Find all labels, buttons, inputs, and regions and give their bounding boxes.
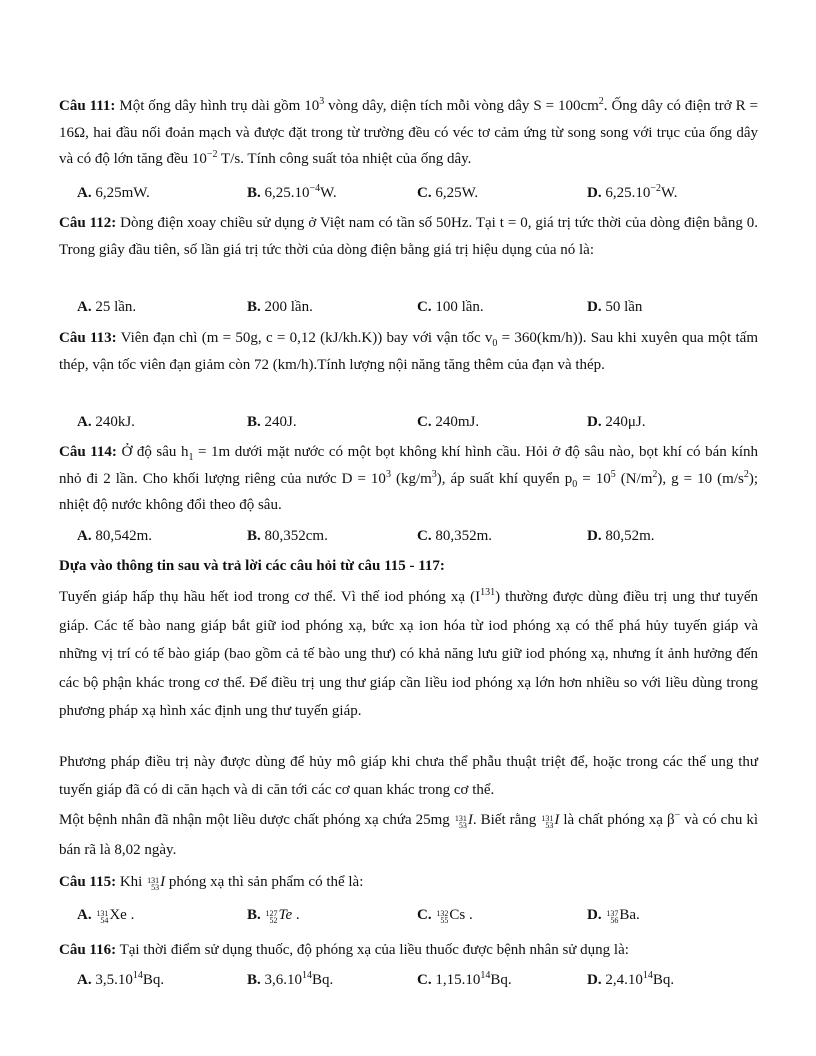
paragraph-text: ) thường được dùng điều trị ung thư tuyến giáp. Các tế bào nang giáp bắt giữ iod phóng xạ, bức xạ ion hóa từ iod phóng xạ có thể phá hủy tuyến giáp và những vị trí có tế bào giáp (bao gồm cả tế bào ung thư) có khả năng lưu giữ iod phóng xạ, nhưng ít ảnh hưởng đến các bộ phận khác trong cơ thể. Để điều trị ung thư giáp cần liều iod phóng xạ lớn hơn nhiều so với liều dùng trong phương pháp xạ hình xác định ung thư tuyến giáp. bbox=[59, 589, 758, 720]
element-symbol: Ba bbox=[619, 907, 637, 923]
subscript: 0 bbox=[492, 338, 498, 349]
option-text: 2,4.10 bbox=[601, 972, 643, 988]
option-a bbox=[77, 294, 136, 320]
question-113 bbox=[59, 325, 758, 378]
option-key: D. bbox=[587, 414, 602, 430]
mass-number: 131 bbox=[147, 876, 160, 885]
subscript: 1 bbox=[188, 452, 194, 463]
option-key: B. bbox=[247, 907, 261, 923]
option-c bbox=[417, 967, 512, 993]
nuclide-notation bbox=[266, 910, 278, 924]
paragraph-text: và có chu kì bán rã là 8,02 ngày. bbox=[59, 812, 759, 858]
superscript: 2 bbox=[598, 96, 604, 107]
question-112-label: Câu 112: bbox=[59, 215, 117, 231]
question-text: phóng xạ thì sản phẩm có thể là: bbox=[165, 874, 364, 890]
atomic-number: 55 bbox=[440, 916, 449, 925]
superscript: 131 bbox=[480, 587, 496, 598]
option-a bbox=[77, 902, 134, 928]
option-text: 200 lần. bbox=[260, 299, 313, 315]
option-text: 240kJ. bbox=[91, 414, 135, 430]
option-key: D. bbox=[587, 972, 602, 988]
superscript: − bbox=[674, 810, 681, 821]
superscript: 3 bbox=[385, 468, 391, 480]
option-key: D. bbox=[587, 528, 602, 544]
option-text: 6,25.10 bbox=[260, 185, 310, 201]
option-text: . bbox=[636, 907, 640, 923]
nuclide-notation bbox=[96, 910, 108, 924]
option-b bbox=[247, 902, 300, 928]
mass-number: 132 bbox=[436, 909, 449, 918]
option-key: D. bbox=[587, 185, 602, 201]
option-key: B. bbox=[247, 299, 261, 315]
question-112-options bbox=[59, 294, 758, 320]
option-text: 3,6.10 bbox=[260, 972, 303, 988]
question-112 bbox=[59, 210, 758, 263]
option-text: Bq. bbox=[142, 972, 165, 988]
element-symbol: Cs bbox=[449, 907, 466, 923]
option-key: B. bbox=[247, 972, 261, 988]
option-text: 100 lần. bbox=[431, 299, 484, 315]
option-d bbox=[587, 294, 642, 320]
question-115-options bbox=[59, 902, 758, 928]
question-113-label: Câu 113: bbox=[59, 330, 117, 346]
option-d bbox=[587, 180, 678, 206]
option-key: B. bbox=[247, 414, 261, 430]
element-symbol: I bbox=[554, 812, 560, 828]
option-key: A. bbox=[77, 299, 92, 315]
superscript: 2 bbox=[652, 468, 658, 480]
option-text: 1,15.10 bbox=[431, 972, 481, 988]
nuclide-notation bbox=[436, 910, 448, 924]
option-text: . bbox=[295, 907, 300, 923]
info-paragraph-1 bbox=[59, 583, 758, 726]
option-key: B. bbox=[247, 185, 261, 201]
option-text: 25 lần. bbox=[91, 299, 137, 315]
option-c bbox=[417, 294, 484, 320]
option-key: A. bbox=[77, 528, 92, 544]
option-key: C. bbox=[417, 972, 432, 988]
nuclide-notation bbox=[606, 910, 618, 924]
superscript: 2 bbox=[743, 468, 749, 480]
paragraph-text: . Biết rằng bbox=[472, 812, 541, 828]
question-text: T/s. Tính công suất tỏa nhiệt của ống dây. bbox=[217, 151, 472, 167]
question-text: Dòng điện xoay chiều sử dụng ở Việt nam có tần số 50Hz. Tại t = 0, giá trị tức thời của dòng điện bằng 0. Trong giây đầu tiên, số lần giá trị tức thời của dòng điện bằng giá trị hiệu dụng của nó là: bbox=[59, 215, 758, 258]
section-intro: Dựa vào thông tin sau và trả lời các câu hỏi từ câu 115 - 117: bbox=[59, 558, 445, 574]
question-text: Khi bbox=[116, 874, 147, 890]
option-d bbox=[587, 523, 655, 549]
option-text: 80,352m. bbox=[431, 528, 493, 544]
option-text: 240μJ. bbox=[601, 414, 646, 430]
option-text: W. bbox=[660, 185, 678, 201]
option-a bbox=[77, 523, 152, 549]
paragraph-text: Tuyến giáp hấp thụ hầu hết iod trong cơ thể. Vì thế iod phóng xạ (I bbox=[59, 589, 481, 605]
question-text: = 1m dưới mặt nước có một bọt không khí hình cầu. Hỏi ở độ sâu nào, bọt khí có bán kính nhỏ đi 2 lần. Cho khối lượng riêng của nước D = 10 bbox=[59, 444, 758, 487]
question-116-options bbox=[59, 967, 758, 993]
nuclide-notation bbox=[455, 815, 467, 829]
question-text: vòng dây, diện tích mỗi vòng dây S = 100cm bbox=[324, 98, 599, 114]
nuclide-notation bbox=[541, 815, 553, 829]
question-111 bbox=[59, 93, 758, 173]
question-114-options bbox=[59, 523, 758, 549]
option-c bbox=[417, 902, 473, 928]
question-114 bbox=[59, 439, 758, 519]
option-text: Bq. bbox=[312, 972, 334, 988]
question-111-options bbox=[59, 180, 758, 206]
option-b bbox=[247, 294, 313, 320]
superscript: 14 bbox=[480, 970, 491, 981]
question-116-label: Câu 116: bbox=[59, 942, 117, 958]
question-113-options bbox=[59, 409, 758, 435]
question-114-label: Câu 114: bbox=[59, 444, 117, 460]
question-text: Tại thời điểm sử dụng thuốc, độ phóng xạ của liều thuốc được bệnh nhân sử dụng là: bbox=[116, 942, 629, 958]
option-text: 240mJ. bbox=[431, 414, 480, 430]
superscript: 3 bbox=[431, 468, 437, 480]
atomic-number: 53 bbox=[458, 821, 467, 830]
option-b bbox=[247, 180, 337, 206]
mass-number: 137 bbox=[606, 909, 619, 918]
option-text: 80,52m. bbox=[601, 528, 655, 544]
question-text: ), g = 10 (m/s bbox=[657, 470, 744, 487]
option-text: Bq. bbox=[652, 972, 675, 988]
option-c bbox=[417, 523, 492, 549]
option-key: D. bbox=[587, 299, 602, 315]
question-116 bbox=[59, 937, 758, 964]
info-paragraph-3 bbox=[59, 805, 758, 865]
question-text: Một ống dây hình trụ dài gồm 10 bbox=[115, 98, 320, 114]
option-c bbox=[417, 180, 478, 206]
atomic-number: 53 bbox=[151, 883, 160, 892]
option-text: 80,352cm. bbox=[260, 528, 328, 544]
question-text: Viên đạn chì (m = 50g, c = 0,12 (kJ/kh.K)) bay với vận tốc v bbox=[116, 330, 493, 346]
option-c bbox=[417, 409, 479, 435]
superscript: 5 bbox=[610, 468, 616, 480]
option-key: C. bbox=[417, 414, 432, 430]
element-symbol: Xe bbox=[109, 907, 127, 923]
mass-number: 131 bbox=[541, 814, 554, 823]
option-key: D. bbox=[587, 907, 602, 923]
option-text: . bbox=[130, 907, 135, 923]
option-text: 3,5.10 bbox=[91, 972, 133, 988]
atomic-number: 54 bbox=[100, 916, 109, 925]
option-text: 80,542m. bbox=[91, 528, 153, 544]
option-d bbox=[587, 409, 645, 435]
option-text: 6,25W. bbox=[431, 185, 479, 201]
option-b bbox=[247, 409, 297, 435]
option-key: C. bbox=[417, 907, 432, 923]
option-a bbox=[77, 409, 135, 435]
mass-number: 131 bbox=[454, 814, 467, 823]
question-115 bbox=[59, 869, 758, 896]
option-text: W. bbox=[320, 185, 337, 201]
superscript: −2 bbox=[650, 183, 661, 194]
question-text: ), áp suất khí quyển p bbox=[436, 470, 573, 487]
option-b bbox=[247, 967, 333, 993]
option-key: A. bbox=[77, 414, 92, 430]
option-key: A. bbox=[77, 907, 92, 923]
option-a bbox=[77, 967, 164, 993]
atomic-number: 52 bbox=[269, 916, 278, 925]
paragraph-text: Một bệnh nhân đã nhận một liều dược chất phóng xạ chứa 25mg bbox=[59, 812, 454, 828]
option-key: C. bbox=[417, 528, 432, 544]
superscript: −2 bbox=[206, 149, 218, 160]
question-text: ); nhiệt độ nước không đổi theo độ sâu. bbox=[59, 470, 758, 513]
atomic-number: 56 bbox=[610, 916, 619, 925]
option-text: 240J. bbox=[260, 414, 297, 430]
superscript: 14 bbox=[302, 970, 313, 981]
question-text: Ở độ sâu h bbox=[116, 444, 189, 460]
element-symbol: Te bbox=[278, 907, 293, 923]
option-b bbox=[247, 523, 328, 549]
option-key: B. bbox=[247, 528, 261, 544]
question-111-label: Câu 111: bbox=[59, 98, 116, 114]
option-text: Bq. bbox=[490, 972, 512, 988]
option-text: . bbox=[468, 907, 473, 923]
option-text: 50 lần bbox=[601, 299, 643, 315]
superscript: 3 bbox=[319, 96, 325, 107]
question-text: = 360(km/h)). Sau khi xuyên qua một tấm thép, vận tốc viên đạn giảm còn 72 (km/h).Tính lượng nội năng tăng thêm của đạn và thép. bbox=[59, 330, 758, 373]
option-key: C. bbox=[417, 185, 432, 201]
info-paragraph-2: Phương pháp điều trị này được dùng để hủy mô giáp khi chưa thể phẫu thuật triệt để, hoặc trong các thể ung thư tuyến giáp đã có di căn hạch và di căn tới các cơ quan khác trong cơ thể. bbox=[59, 754, 758, 798]
subscript: 0 bbox=[572, 478, 578, 490]
atomic-number: 53 bbox=[545, 821, 554, 830]
mass-number: 127 bbox=[265, 909, 278, 918]
question-text: (kg/m bbox=[390, 470, 432, 487]
superscript: 14 bbox=[642, 970, 653, 981]
mass-number: 131 bbox=[96, 909, 109, 918]
option-d bbox=[587, 967, 674, 993]
question-text: (N/m bbox=[615, 470, 653, 487]
question-text: . Ống dây có điện trở R = 16Ω, hai đầu nối đoản mạch và được đặt trong từ trường đều có véc tơ cảm ứng từ song song với trục của ống dây và có độ lớn tăng đều 10 bbox=[59, 98, 758, 167]
option-key: C. bbox=[417, 299, 432, 315]
option-d bbox=[587, 902, 640, 928]
question-115-label: Câu 115: bbox=[59, 874, 117, 890]
element-symbol: I bbox=[160, 874, 166, 890]
paragraph-text: là chất phóng xạ β bbox=[559, 812, 675, 828]
element-symbol: I bbox=[467, 812, 473, 828]
superscript: −4 bbox=[309, 183, 321, 194]
option-a bbox=[77, 180, 150, 206]
option-key: A. bbox=[77, 972, 92, 988]
option-key: A. bbox=[77, 185, 92, 201]
option-text: 6,25.10 bbox=[601, 185, 651, 201]
question-text: = 10 bbox=[577, 470, 611, 487]
nuclide-notation bbox=[147, 877, 159, 891]
superscript: 14 bbox=[132, 970, 143, 981]
option-text: 6,25mW. bbox=[91, 185, 150, 201]
